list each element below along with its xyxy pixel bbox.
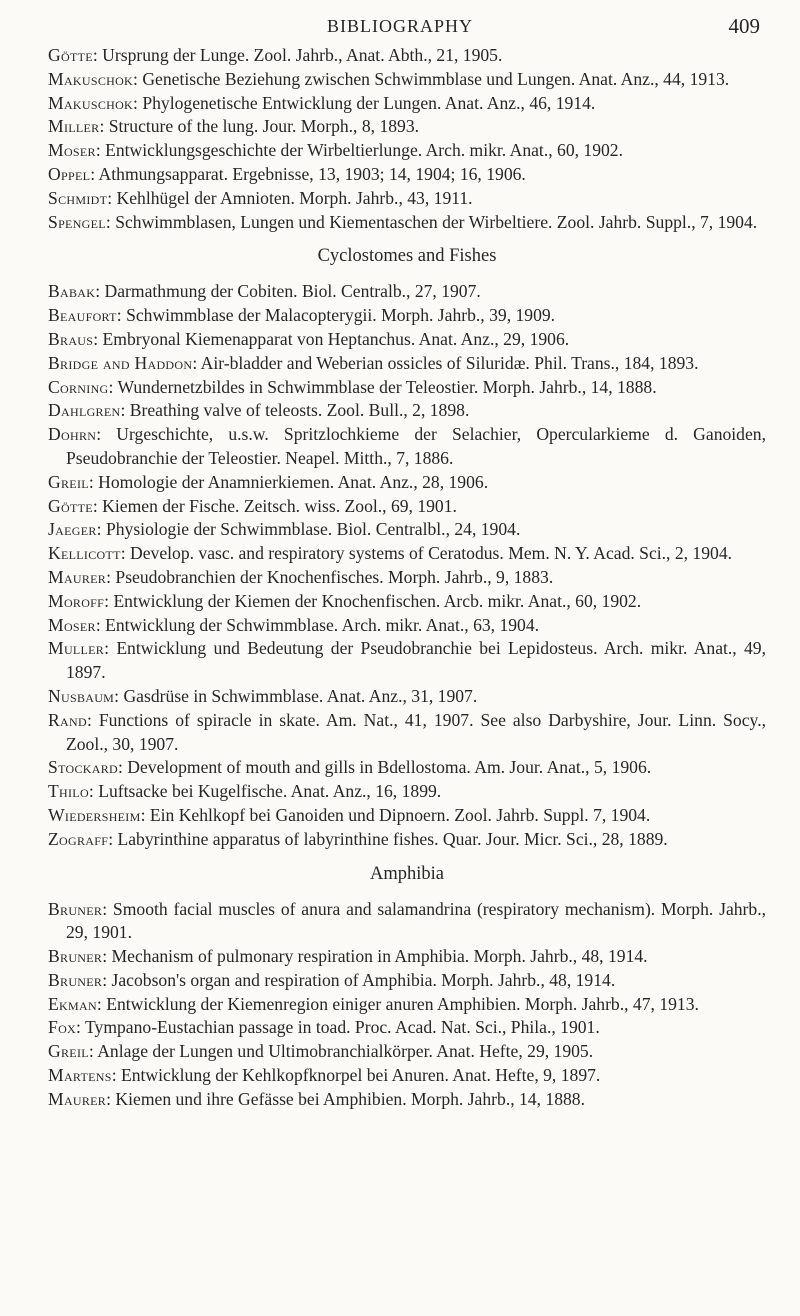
entry-author: Moroff: [48, 590, 105, 611]
bibliography-entry: [48, 542, 766, 566]
entry-author: Beaufort: [48, 305, 117, 326]
entry-separator: :: [192, 352, 201, 373]
entry-author: Zograff: [48, 828, 109, 849]
entry-separator: :: [92, 495, 103, 516]
entry-author: Bruner: [48, 969, 103, 990]
entry-author: Oppel: [48, 163, 91, 184]
entry-text: Jacobson's organ and respiration of Amphibia. Morph. Jahrb., 48, 1914.: [111, 969, 616, 990]
bibliography-entry: [48, 92, 766, 116]
entry-text: Labyrinthine apparatus of labyrinthine fishes. Quar. Jour. Micr. Sci., 28, 1889.: [117, 828, 668, 849]
entry-separator: :: [120, 543, 131, 564]
entry-text: Phylogenetische Entwicklung der Lungen. Anat. Anz., 46, 1914.: [142, 92, 596, 113]
bibliography-entry: [48, 1064, 766, 1088]
bibliography-entry: [48, 898, 766, 946]
entry-author: Maurer: [48, 566, 107, 587]
entry-separator: :: [99, 116, 109, 137]
bibliography-entry: [48, 495, 766, 519]
bibliography-entry: [48, 566, 766, 590]
entry-text: Entwicklung und Bedeutung der Pseudobranchie bei Lepidosteus. Arch. mikr. Anat., 49, 1897.: [66, 638, 766, 683]
entry-author: Schmidt: [48, 187, 108, 208]
bibliography-entry: [48, 590, 766, 614]
entry-separator: :: [95, 140, 106, 161]
entry-text: Pseudobranchien der Knochenfisches. Morph. Jahrb., 9, 1883.: [115, 566, 554, 587]
entry-author: Greil: [48, 471, 89, 492]
entry-separator: :: [108, 376, 118, 397]
bibliography-entry: [48, 709, 766, 757]
entry-author: Makuschok: [48, 92, 134, 113]
entry-text: Physiologie der Schwimmblase. Biol. Centralbl., 24, 1904.: [105, 519, 521, 540]
entry-separator: :: [88, 1041, 98, 1062]
entry-author: Makuschok: [48, 68, 134, 89]
bibliography-entry: [48, 780, 766, 804]
entry-author: Götte: [48, 45, 93, 65]
page-number: 409: [728, 14, 760, 38]
entry-separator: :: [95, 614, 106, 635]
entry-author: Moser: [48, 140, 96, 161]
entry-text: Entwicklung der Schwimmblase. Arch. mikr. Anat., 63, 1904.: [105, 614, 540, 635]
page-header: [0, 14, 800, 44]
bibliography-entry: [48, 614, 766, 638]
entry-text: Structure of the lung. Jour. Morph., 8, 1893.: [108, 116, 420, 137]
bibliography-entry: [48, 945, 766, 969]
entry-separator: :: [111, 1065, 121, 1086]
entry-separator: :: [102, 969, 112, 990]
bibliography-entry: [48, 804, 766, 828]
entry-text: Kehlhügel der Amnioten. Morph. Jahrb., 43, 1911.: [116, 187, 473, 208]
bibliography-entry: [48, 1040, 766, 1064]
bibliography-entry: [48, 423, 766, 471]
entry-list: [48, 898, 766, 1112]
bibliography-entry: [48, 211, 766, 235]
entry-text: Develop. vasc. and respiratory systems of Ceratodus. Mem. N. Y. Acad. Sci., 2, 1904.: [130, 543, 733, 564]
bibliography-entry: [48, 376, 766, 400]
entry-author: Bruner: [48, 898, 103, 919]
entry-separator: :: [107, 187, 117, 208]
entry-text: Kiemen der Fische. Zeitsch. wiss. Zool., 69, 1901.: [102, 495, 457, 516]
entry-author: Rand: [48, 709, 87, 730]
entry-separator: :: [133, 68, 143, 89]
entry-text: Darmathmung der Cobiten. Biol. Centralb., 27, 1907.: [104, 281, 481, 302]
entry-separator: :: [133, 92, 143, 113]
entry-author: Fox: [48, 1017, 77, 1038]
bibliography-entry: [48, 304, 766, 328]
entry-author: Jaeger: [48, 519, 97, 540]
bibliography-entry: [48, 828, 766, 852]
entry-author: Moser: [48, 614, 96, 635]
entry-author: Dahlgren: [48, 400, 121, 421]
bibliography-entry: [48, 139, 766, 163]
bibliography-entry: [48, 1088, 766, 1112]
running-head: BIBLIOGRAPHY: [326, 16, 473, 36]
entry-text: Urgeschichte, u.s.w. Spritzlochkieme der Selachier, Opercularkieme d. Ganoiden, Pseudobranchie der Teleostier. Neapel. Mitth., 7, 1886.: [66, 424, 766, 468]
entry-separator: :: [102, 946, 112, 967]
entry-author: Maurer: [48, 1088, 107, 1109]
bibliography-entry: [48, 637, 766, 685]
entry-author: Stockard: [48, 757, 118, 778]
entry-text: Entwicklung der Kehlkopfknorpel bei Anuren. Anat. Hefte, 9, 1897.: [121, 1065, 601, 1086]
entry-author: Wiedersheim: [48, 804, 141, 825]
entry-separator: :: [92, 45, 103, 65]
entry-text: Entwicklungsgeschichte der Wirbeltierlunge. Arch. mikr. Anat., 60, 1902.: [105, 140, 623, 161]
bibliography-entry: [48, 756, 766, 780]
entry-author: Bridge and Haddon: [48, 352, 193, 373]
entry-text: Tympano-Eustachian passage in toad. Proc. Acad. Nat. Sci., Phila., 1901.: [85, 1017, 600, 1038]
entry-author: Spengel: [48, 211, 106, 232]
entry-separator: :: [96, 993, 107, 1014]
bibliography-content: [48, 44, 766, 1122]
entry-text: Gasdrüse in Schwimmblase. Anat. Anz., 31, 1907.: [123, 685, 478, 706]
entry-separator: :: [90, 163, 99, 184]
bibliography-entry: [48, 685, 766, 709]
entry-text: Genetische Beziehung zwischen Schwimmblase und Lungen. Anat. Anz., 44, 1913.: [142, 68, 730, 89]
bibliography-entry: [48, 993, 766, 1017]
entry-text: Air-bladder and Weberian ossicles of Siluridæ. Phil. Trans., 184, 1893.: [200, 352, 699, 373]
bibliography-entry: [48, 280, 766, 304]
entry-text: Schwimmblase der Malacopterygii. Morph. Jahrb., 39, 1909.: [126, 305, 556, 326]
entry-separator: :: [106, 1088, 116, 1109]
entry-text: Breathing valve of teleosts. Zool. Bull., 2, 1898.: [129, 400, 470, 421]
bibliography-entry: [48, 187, 766, 211]
entry-author: Nusbaum: [48, 685, 115, 706]
entry-text: Development of mouth and gills in Bdellostoma. Am. Jour. Anat., 5, 1906.: [127, 757, 652, 778]
entry-separator: :: [117, 757, 128, 778]
entry-text: Mechanism of pulmonary respiration in Amphibia. Morph. Jahrb., 48, 1914.: [111, 946, 648, 967]
entry-author: Ekman: [48, 993, 97, 1014]
bibliography-entry: [48, 1016, 766, 1040]
entry-separator: :: [93, 328, 103, 349]
entry-author: Muller: [48, 638, 105, 659]
entry-list: [48, 44, 766, 234]
entry-text: Kiemen und ihre Gefässe bei Amphibien. Morph. Jahrb., 14, 1888.: [115, 1088, 585, 1109]
entry-separator: :: [105, 211, 116, 232]
entry-separator: :: [102, 898, 113, 919]
entry-author: Thilo: [48, 781, 89, 802]
entry-text: Anlage der Lungen und Ultimobranchialkörper. Anat. Hefte, 29, 1905.: [97, 1041, 594, 1062]
entry-separator: :: [116, 305, 127, 326]
bibliography-entry: [48, 115, 766, 139]
entry-separator: :: [95, 281, 105, 302]
entry-text: Athmungsapparat. Ergebnisse, 13, 1903; 14, 1904; 16, 1906.: [98, 163, 526, 184]
bibliography-entry: [48, 352, 766, 376]
entry-text: Homologie der Anamnierkiemen. Anat. Anz., 28, 1906.: [98, 471, 489, 492]
entry-separator: :: [106, 566, 116, 587]
entry-text: Smooth facial muscles of anura and salamandrina (respiratory mechanism). Morph. Jahrb., 29, 1901.: [66, 898, 767, 943]
bibliography-entry: [48, 969, 766, 993]
entry-author: Corning: [48, 376, 109, 397]
entry-separator: :: [114, 685, 124, 706]
entry-text: Wundernetzbildes in Schwimmblase der Teleostier. Morph. Jahrb., 14, 1888.: [117, 376, 657, 397]
entry-separator: :: [104, 638, 117, 659]
bibliography-entry: [48, 328, 766, 352]
entry-separator: :: [140, 804, 150, 825]
bibliography-entry: [48, 471, 766, 495]
bibliography-entry: [48, 518, 766, 542]
entry-separator: :: [86, 709, 99, 730]
entry-author: Martens: [48, 1065, 112, 1086]
entry-text: Entwicklung der Kiemen der Knochenfischen. Arcb. mikr. Anat., 60, 1902.: [113, 590, 642, 611]
section-heading: Amphibia: [370, 863, 444, 884]
entry-separator: :: [88, 471, 99, 492]
entry-list: [48, 280, 766, 851]
bibliography-entry: [48, 68, 766, 92]
entry-author: Miller: [48, 116, 100, 137]
entry-author: Götte: [48, 495, 93, 516]
entry-author: Dohrn: [48, 424, 97, 445]
entry-author: Kellicott: [48, 543, 121, 564]
entry-separator: :: [108, 828, 118, 849]
entry-text: Entwicklung der Kiemenregion einiger anuren Amphibien. Morph. Jahrb., 47, 1913.: [106, 993, 699, 1014]
entry-separator: :: [96, 424, 117, 445]
entry-text: Ein Kehlkopf bei Ganoiden und Dipnoern. Zool. Jahrb. Suppl. 7, 1904.: [149, 804, 651, 825]
entry-separator: :: [120, 400, 130, 421]
bibliography-entry: [48, 399, 766, 423]
section-heading: Cyclostomes and Fishes: [317, 246, 497, 267]
entry-text: Schwimmblasen, Lungen und Kiementaschen der Wirbeltiere. Zool. Jahrb. Suppl., 7, 1904.: [115, 211, 758, 232]
bibliography-entry: [48, 44, 766, 68]
bibliography-entry: [48, 163, 766, 187]
entry-separator: :: [88, 781, 99, 802]
entry-text: Luftsacke bei Kugelfische. Anat. Anz., 16, 1899.: [98, 781, 442, 802]
entry-author: Braus: [48, 328, 94, 349]
entry-text: Embryonal Kiemenapparat von Heptanchus. Anat. Anz., 29, 1906.: [102, 328, 570, 349]
entry-author: Babak: [48, 281, 96, 302]
entry-author: Greil: [48, 1041, 89, 1062]
entry-text: Functions of spiracle in skate. Am. Nat., 41, 1907. See also Darbyshire, Jour. Linn. Socy., Zool., 30, 1907.: [66, 709, 766, 754]
entry-separator: :: [104, 590, 114, 611]
entry-separator: :: [76, 1017, 85, 1038]
entry-text: Ursprung der Lunge. Zool. Jahrb., Anat. Abth., 21, 1905.: [102, 45, 503, 65]
entry-separator: :: [96, 519, 106, 540]
entry-author: Bruner: [48, 946, 103, 967]
